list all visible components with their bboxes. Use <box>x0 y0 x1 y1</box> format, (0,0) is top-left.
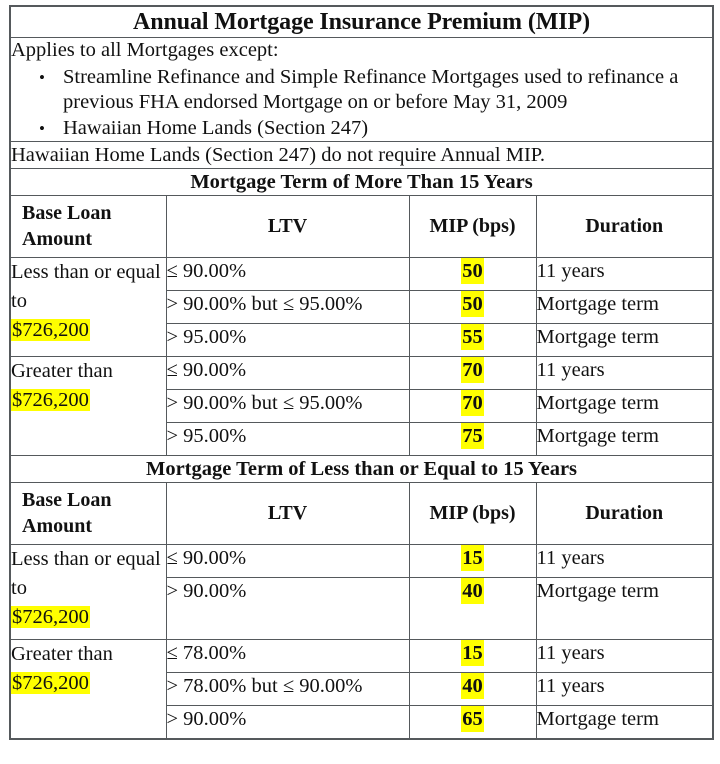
column-header-duration: Duration <box>536 196 713 258</box>
mip-table <box>9 5 714 740</box>
ltv-value: > 90.00% <box>166 706 409 739</box>
list-item <box>11 116 712 141</box>
ltv-value: > 90.00% but ≤ 95.00% <box>166 390 409 423</box>
duration-value: 11 years <box>536 258 713 291</box>
column-header-mip-bps: MIP (bps) <box>409 196 536 258</box>
column-header-row <box>10 196 713 258</box>
ltv-value: > 90.00% <box>166 578 409 640</box>
hawaiian-home-lands-note: Hawaiian Home Lands (Section 247) do not require Annual MIP. <box>10 142 713 169</box>
duration-value: 11 years <box>536 673 713 706</box>
section-header-row <box>10 456 713 483</box>
mip-value: 70 <box>409 357 536 390</box>
duration-value: Mortgage term <box>536 324 713 357</box>
bullet-icon: • <box>39 68 45 87</box>
ltv-value: > 90.00% but ≤ 95.00% <box>166 291 409 324</box>
group-label-text: Less than or equal to <box>11 548 161 599</box>
list-item-text: Hawaiian Home Lands (Section 247) <box>63 117 369 139</box>
base-loan-amount-group <box>10 357 166 456</box>
ltv-value: ≤ 90.00% <box>166 357 409 390</box>
intro-lead-text: Applies to all Mortgages except: <box>11 39 279 61</box>
column-header-base-loan-amount: Base Loan Amount <box>10 483 166 545</box>
note-row <box>10 142 713 169</box>
mip-value: 55 <box>409 324 536 357</box>
exceptions-list <box>11 65 712 141</box>
table-row <box>10 545 713 578</box>
duration-value: Mortgage term <box>536 291 713 324</box>
section-title-term-less-than-or-equal-15-years: Mortgage Term of Less than or Equal to 15 Years <box>10 456 713 483</box>
mip-value: 50 <box>409 291 536 324</box>
group-label-text: Greater than <box>11 360 113 382</box>
duration-value: Mortgage term <box>536 706 713 739</box>
duration-value: Mortgage term <box>536 390 713 423</box>
duration-value: Mortgage term <box>536 578 713 640</box>
duration-value: Mortgage term <box>536 423 713 456</box>
duration-value: 11 years <box>536 357 713 390</box>
group-label-text: Less than or equal to <box>11 261 161 312</box>
bullet-icon: • <box>39 119 45 138</box>
mip-value: 50 <box>409 258 536 291</box>
table-row <box>10 258 713 291</box>
mip-value: 70 <box>409 390 536 423</box>
column-header-base-loan-amount: Base Loan Amount <box>10 196 166 258</box>
ltv-value: > 78.00% but ≤ 90.00% <box>166 673 409 706</box>
ltv-value: > 95.00% <box>166 423 409 456</box>
mip-value: 75 <box>409 423 536 456</box>
table-row <box>10 640 713 673</box>
base-loan-amount-group <box>10 545 166 640</box>
duration-value: 11 years <box>536 640 713 673</box>
group-label-amount: $726,200 <box>12 389 89 411</box>
group-label-amount: $726,200 <box>12 672 89 694</box>
column-header-duration: Duration <box>536 483 713 545</box>
exceptions-block <box>10 38 713 142</box>
intro-row <box>10 38 713 142</box>
ltv-value: ≤ 90.00% <box>166 545 409 578</box>
column-header-mip-bps: MIP (bps) <box>409 483 536 545</box>
group-label-text: Greater than <box>11 643 113 665</box>
column-header-ltv: LTV <box>166 483 409 545</box>
column-header-row <box>10 483 713 545</box>
base-loan-amount-group <box>10 640 166 739</box>
mip-value: 15 <box>409 545 536 578</box>
base-loan-amount-group <box>10 258 166 357</box>
mip-value: 15 <box>409 640 536 673</box>
section-header-row <box>10 169 713 196</box>
mip-value: 40 <box>409 578 536 640</box>
title-row <box>10 6 713 38</box>
ltv-value: ≤ 90.00% <box>166 258 409 291</box>
section-title-term-more-than-15-years: Mortgage Term of More Than 15 Years <box>10 169 713 196</box>
group-label-amount: $726,200 <box>12 319 89 341</box>
table-row <box>10 357 713 390</box>
duration-value: 11 years <box>536 545 713 578</box>
column-header-ltv: LTV <box>166 196 409 258</box>
list-item-text: Streamline Refinance and Simple Refinance Mortgages used to refinance a previous FHA endorsed Mortgage on or before May 31, 2009 <box>63 66 679 113</box>
mip-value: 40 <box>409 673 536 706</box>
list-item <box>11 65 712 115</box>
mip-value: 65 <box>409 706 536 739</box>
group-label-amount: $726,200 <box>12 606 89 628</box>
ltv-value: ≤ 78.00% <box>166 640 409 673</box>
ltv-value: > 95.00% <box>166 324 409 357</box>
page-title: Annual Mortgage Insurance Premium (MIP) <box>10 6 713 38</box>
